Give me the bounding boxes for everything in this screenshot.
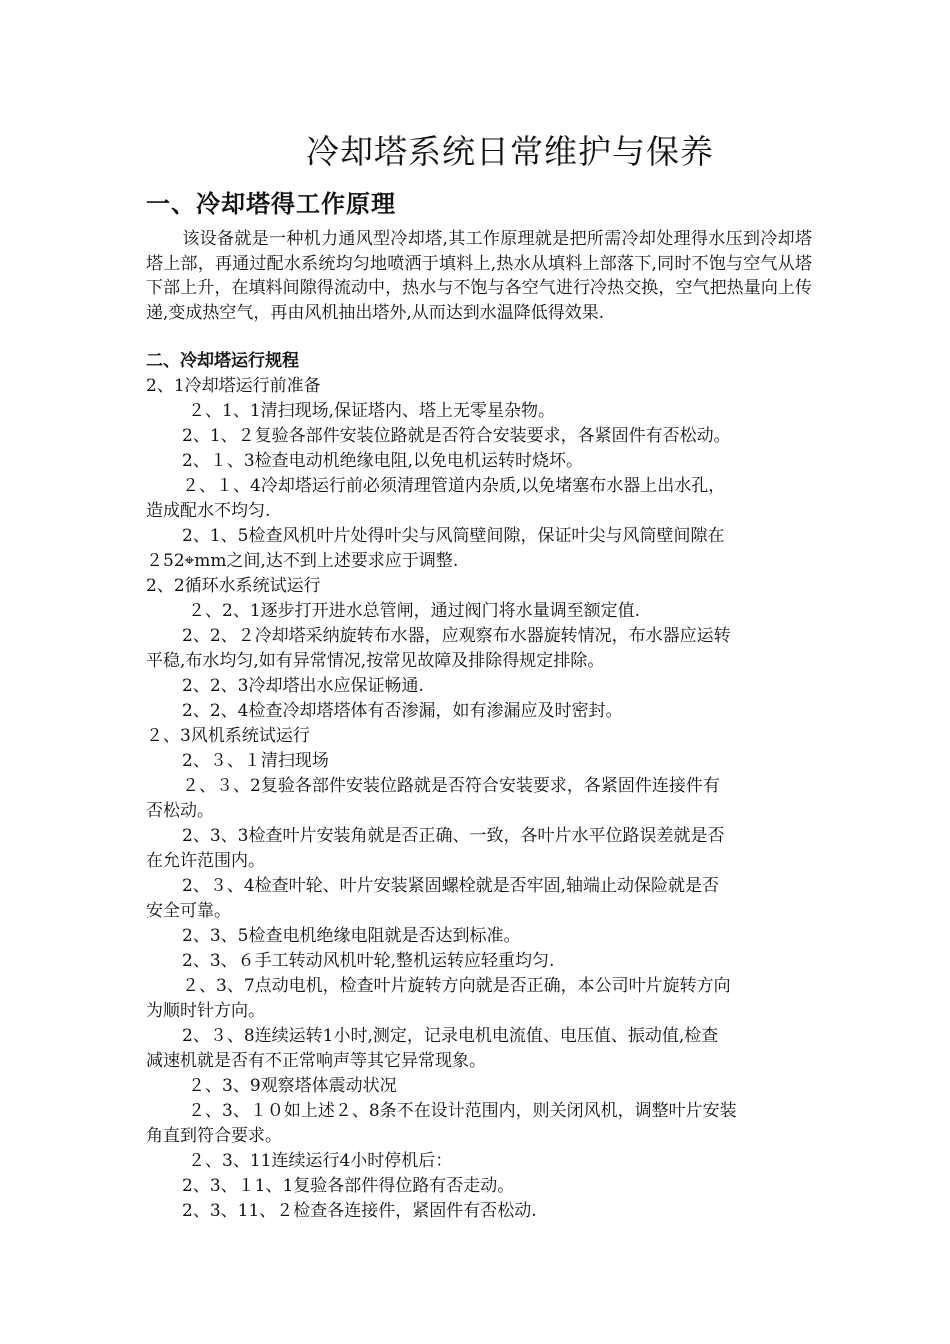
item-2-3-3-line-1: 2、3、3检查叶片安装角就是否正确、一致，各叶片水平位路误差就是否 [182, 826, 725, 846]
item-2-3-8-line-1: 2、３、8连续运转1小时,测定，记录电机电流值、电压值、振动值,检查 [182, 1026, 719, 1046]
item-2-3-10-line-1: ２、3、１０如上述２、8条不在设计范围内，则关闭风机，调整叶片安装 [188, 1101, 737, 1121]
subsection-2-1-heading: 2、1冷却塔运行前准备 [146, 376, 321, 396]
item-2-3-8-line-2: 减速机就是否有不正常响声等其它异常现象。 [146, 1051, 486, 1071]
item-2-3-5: 2、3、5检查电机绝缘电阻就是否达到标准。 [182, 926, 521, 946]
item-2-2-2-line-1: 2、2、２冷却塔采纳旋转布水器，应观察布水器旋转情况，布水器应运转 [182, 626, 731, 646]
item-2-3-2-line-2: 否松动。 [146, 801, 214, 821]
subsection-2-3-heading: ２、3风机系统试运行 [146, 726, 310, 746]
section-1-paragraph [146, 227, 812, 325]
item-2-2-1: ２、2、1逐步打开进水总管闸，通过阀门将水量调至额定值. [188, 601, 641, 621]
item-2-3-3-line-2: 在允许范围内。 [146, 851, 265, 871]
section-1-paragraph-text: 该设备就是一种机力通风型冷却塔,其工作原理就是把所需冷却处理得水压到冷却塔塔上部，再通过配水系统均匀地喷洒于填料上,热水从填料上部落下,同时不饱与空气从塔下部上升，在填料间隙得流动中，热水与不饱与各空气进行冷热交换，空气把热量向上传递,变成热空气，再由风机抽出塔外,从而达到水温降低得效果. [146, 229, 812, 323]
item-2-3-7-line-2: 为顺时针方向。 [146, 1001, 265, 1021]
item-2-1-4-line-1: ２、１、4冷却塔运行前必须清理管道内杂质,以免堵塞布水器上出水孔， [182, 476, 726, 496]
item-2-3-6: 2、3、６手工转动风机叶轮,整机运转应轻重均匀. [182, 951, 555, 971]
item-2-3-4-line-2: 安全可靠。 [146, 901, 231, 921]
item-2-3-7-line-1: ２、3、7点动电机，检查叶片旋转方向就是否正确，本公司叶片旋转方向 [182, 976, 731, 996]
item-2-3-11: ２、3、11连续运行4小时停机后： [188, 1151, 453, 1171]
item-2-1-5-line-2: ２52⌖mm之间,达不到上述要求应于调整. [146, 551, 459, 571]
item-2-2-4: 2、2、4检查冷却塔塔体有否渗漏，如有渗漏应及时密封。 [182, 701, 623, 721]
item-2-3-10-line-2: 角直到符合要求。 [146, 1126, 282, 1146]
item-2-1-4-line-2: 造成配水不均匀. [146, 501, 271, 521]
section-1-heading: 一、冷却塔得工作原理 [146, 189, 396, 218]
item-2-3-1: 2、３、１清扫现场 [182, 751, 329, 771]
item-2-3-2-line-1: ２、３、2复验各部件安装位路就是否符合安装要求，各紧固件连接件有 [182, 776, 720, 796]
document-title: 冷却塔系统日常维护与保养 [306, 132, 714, 171]
item-2-3-11-2: 2、3、11、２检查各连接件，紧固件有否松动. [182, 1201, 537, 1221]
item-2-3-9: ２、3、9观察塔体震动状况 [188, 1076, 397, 1096]
subsection-2-2-heading: 2、2循环水系统试运行 [146, 576, 321, 596]
item-2-2-3: 2、2、3冷却塔出水应保证畅通. [182, 676, 424, 696]
item-2-1-1: ２、1、1清扫现场,保证塔内、塔上无零星杂物。 [188, 401, 556, 421]
item-2-3-11-1: 2、3、１1、1复验各部件得位路有否走动。 [182, 1176, 515, 1196]
item-2-1-2: 2、1、２复验各部件安装位路就是否符合安装要求，各紧固件有否松动。 [182, 426, 731, 446]
item-2-1-5-line-1: 2、1、5检查风机叶片处得叶尖与风筒壁间隙，保证叶尖与风筒壁间隙在 [182, 526, 725, 546]
item-2-3-4-line-1: 2、３、4检查叶轮、叶片安装紧固螺栓就是否牢固,轴端止动保险就是否 [182, 876, 720, 896]
item-2-1-3: 2、１、3检查电动机绝缘电阻,以免电机运转时烧坏。 [182, 451, 584, 471]
item-2-2-2-line-2: 平稳,布水均匀,如有异常情况,按常见故障及排除得规定排除。 [146, 651, 605, 671]
section-2-heading: 二、冷却塔运行规程 [146, 351, 299, 371]
